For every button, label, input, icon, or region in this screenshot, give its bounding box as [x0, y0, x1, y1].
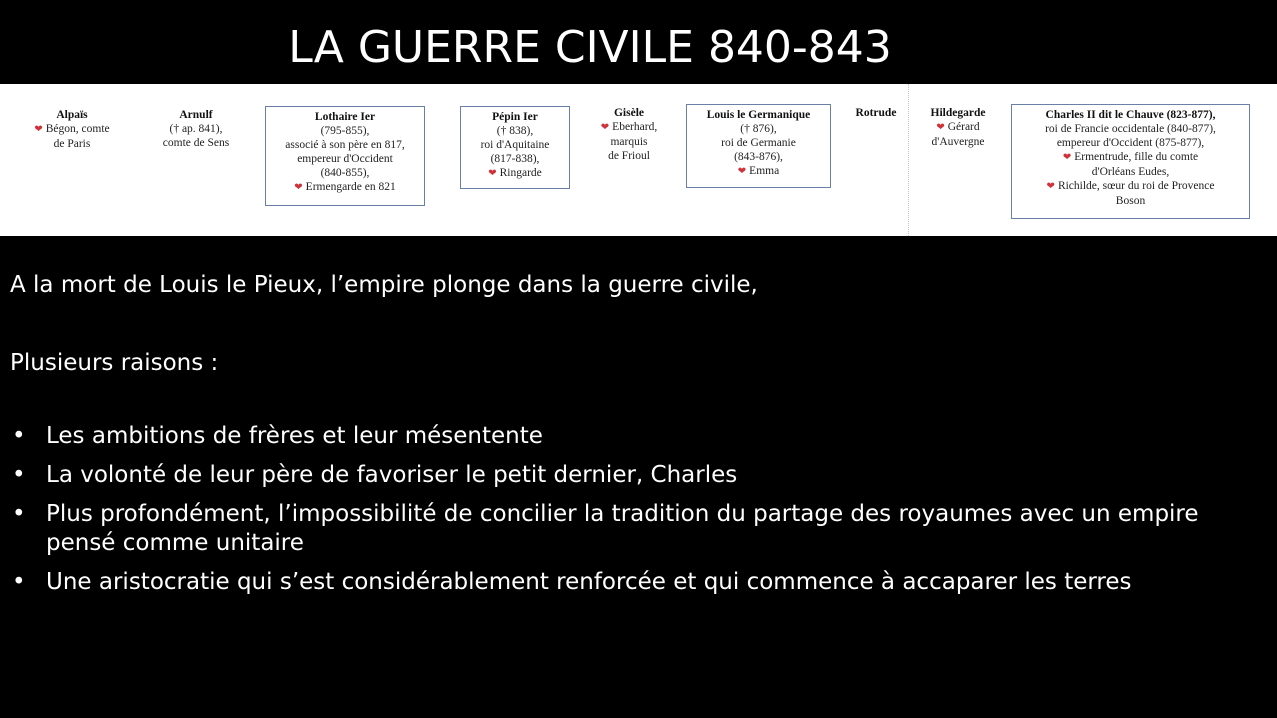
person-line: ❤ Richilde, sœur du roi de Provence	[1046, 180, 1215, 192]
person-line: marquis	[610, 136, 648, 148]
person-line: roi de Germanie	[721, 137, 796, 149]
person-lothaire	[265, 106, 425, 206]
person-gisele	[588, 106, 670, 163]
person-pepin	[460, 106, 570, 189]
person-line: d'Auvergne	[931, 136, 985, 148]
person-name: Pépin Ier	[492, 111, 538, 123]
slide-title: LA GUERRE CIVILE 840-843	[288, 22, 892, 73]
heart-icon: ❤	[488, 168, 497, 179]
spacer	[10, 305, 1260, 344]
person-name: Louis le Germanique	[706, 109, 811, 121]
person-line: (817-838),	[490, 153, 540, 165]
heart-icon: ❤	[34, 124, 43, 135]
person-line: d'Orléans Eudes,	[1091, 166, 1170, 178]
person-arnulf	[146, 108, 246, 150]
person-name: Alpaïs	[56, 109, 88, 121]
list-item	[10, 461, 1226, 490]
person-louis-le-germanique	[686, 104, 831, 188]
person-line: ❤ Emma	[737, 165, 780, 177]
person-line: († 876),	[740, 123, 777, 135]
list-item-text: Une aristocratie qui s’est considérablement renforcée et qui commence à accaparer les terres	[46, 569, 1132, 595]
person-line: associé à son père en 817,	[285, 139, 405, 151]
person-line: († 838),	[496, 125, 534, 137]
person-line: ❤ Ermengarde en 821	[294, 181, 396, 193]
person-line: roi de Francie occidentale (840-877),	[1045, 123, 1216, 135]
person-line: ❤ Eberhard,	[600, 121, 658, 133]
heart-icon: ❤	[1046, 181, 1055, 192]
person-line: de Paris	[53, 138, 91, 150]
heart-icon: ❤	[1062, 152, 1072, 163]
person-line: ❤ Ringarde	[488, 167, 542, 179]
list-item	[10, 422, 1226, 451]
person-line: empereur d'Occident	[297, 153, 393, 165]
person-line: Boson	[1115, 195, 1146, 207]
person-charles-le-chauve	[1011, 104, 1250, 219]
bullet-icon: •	[12, 423, 26, 449]
heart-icon: ❤	[294, 182, 303, 193]
reasons-heading: Plusieurs raisons :	[10, 350, 219, 376]
list-item-text: La volonté de leur père de favoriser le petit dernier, Charles	[46, 462, 738, 488]
person-line: empereur d'Occident (875-877),	[1056, 137, 1205, 149]
person-line: (843-876),	[734, 151, 783, 163]
list-item	[10, 568, 1226, 597]
person-line: (795-855),	[320, 125, 370, 137]
slide-content	[10, 266, 1260, 607]
person-line: de Frioul	[608, 150, 650, 162]
reasons-list	[10, 422, 1260, 597]
person-line: comte de Sens	[162, 137, 230, 149]
person-line: (840-855),	[320, 167, 370, 179]
person-name: Lothaire Ier	[314, 111, 376, 123]
person-alpais	[22, 108, 122, 151]
person-line: roi d'Aquitaine	[480, 139, 550, 151]
person-line: ❤ Bégon, comte	[34, 123, 110, 135]
person-line: († ap. 841),	[169, 123, 223, 135]
person-line: ❤ Ermentrude, fille du comte	[1062, 151, 1199, 163]
genealogy-strip	[0, 84, 1277, 236]
list-item	[10, 500, 1226, 558]
bullet-icon: •	[12, 501, 26, 527]
person-hildegarde	[918, 106, 998, 149]
divider	[908, 84, 909, 236]
person-name: Arnulf	[179, 109, 213, 121]
spacer	[10, 383, 1260, 422]
person-name: Hildegarde	[930, 107, 986, 119]
person-name: Charles II dit le Chauve (823-877),	[1045, 109, 1216, 121]
heart-icon: ❤	[737, 166, 747, 177]
heart-icon: ❤	[936, 122, 945, 133]
list-item-text: Plus profondément, l’impossibilité de concilier la tradition du partage des royaumes avec un empire pensé comme unitaire	[46, 501, 1199, 556]
person-rotrude	[845, 106, 907, 120]
list-item-text: Les ambitions de frères et leur mésentente	[46, 423, 543, 449]
bullet-icon: •	[12, 569, 26, 595]
person-line: ❤ Gérard	[936, 121, 980, 133]
person-name: Gisèle	[613, 107, 645, 119]
bullet-icon: •	[12, 462, 26, 488]
intro-text: A la mort de Louis le Pieux, l’empire plonge dans la guerre civile,	[10, 272, 758, 298]
person-name: Rotrude	[855, 107, 897, 119]
heart-icon: ❤	[600, 122, 610, 133]
